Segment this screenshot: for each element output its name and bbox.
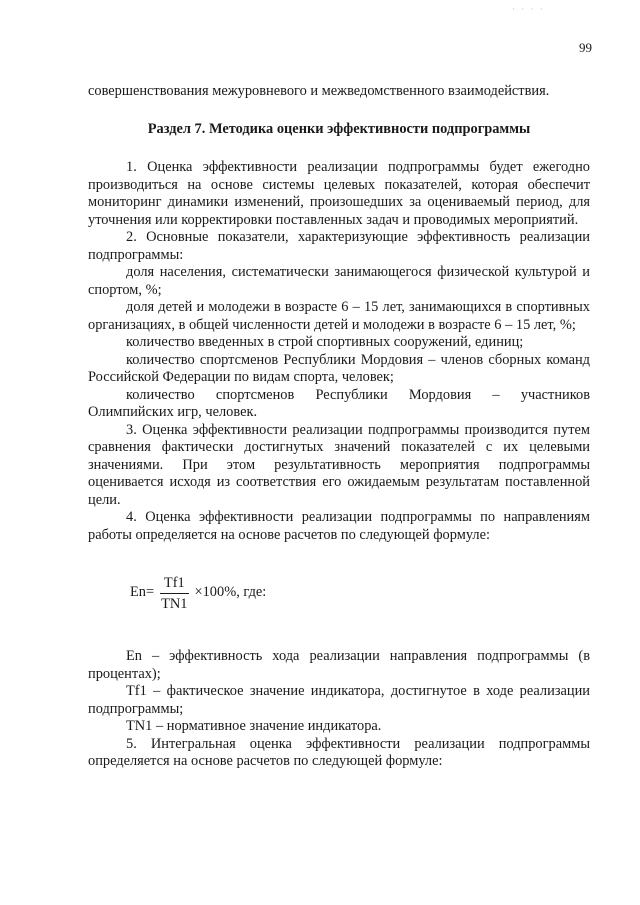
efficiency-formula: [130, 566, 590, 620]
indicator-item-4: количество спортсменов Республики Мордовия – членов сборных команд Российской Федерации по видам спорта, человек;: [88, 351, 590, 385]
paragraph-3: 3. Оценка эффективности реализации подпрограммы производится путем сравнения фактически достигнутых значений показателей с их целевыми значениями. При этом результативность мероприятия подпрограммы оценивается исходя из соответствия его ожидаемым результатам поставленной цели.: [88, 421, 590, 508]
paragraph-5: 5. Интегральная оценка эффективности реализации подпрограммы определяется на основе расчетов по следующей формуле:: [88, 735, 590, 769]
section-title: Раздел 7. Методика оценки эффективности подпрограммы: [147, 120, 531, 137]
page-number: 99: [579, 40, 592, 55]
scan-artifact: · · · ·: [512, 4, 545, 14]
paragraph-1: 1. Оценка эффективности реализации подпрограммы будет ежегодно производиться на основе системы целевых показателей, которая обеспечит мониторинг динамики изменений, произошедших за оцениваемый период, для уточнения или корректировки поставленных задач и проводимых мероприятий.: [88, 159, 590, 228]
definition-tf1: Tf1 – фактическое значение индикатора, достигнутое в ходе реализации подпрограммы;: [88, 683, 590, 717]
formula-denominator: TN1: [161, 595, 188, 612]
indicator-item-5: количество спортсменов Республики Мордовия – участников Олимпийских игр, человек.: [88, 386, 590, 420]
formula-tail: ×100%, где:: [194, 584, 267, 601]
intro-paragraph: совершенствования межуровневого и межведомственного взаимодействия.: [88, 83, 550, 99]
page-content: [88, 83, 590, 771]
indicator-item-1: доля населения, систематически занимающегося физической культурой и спортом, %;: [88, 264, 590, 298]
indicator-item-3: количество введенных в строй спортивных сооружений, единиц;: [126, 334, 524, 350]
definition-tn1: TN1 – нормативное значение индикатора.: [126, 718, 382, 734]
definition-en: En – эффективность хода реализации направления подпрограммы (в процентах);: [88, 648, 590, 682]
indicator-item-2: доля детей и молодежи в возрасте 6 – 15 лет, занимающихся в спортивных организациях, в общей численности детей и молодежи в возрасте 6 – 15 лет, %;: [88, 299, 590, 333]
formula-numerator: Tf1: [160, 574, 189, 594]
formula-lhs: En=: [130, 584, 155, 601]
formula-fraction: [157, 574, 191, 613]
paragraph-2: 2. Основные показатели, характеризующие эффективность реализации подпрограммы:: [88, 229, 590, 263]
paragraph-4: 4. Оценка эффективности реализации подпрограммы по направлениям работы определяется на основе расчетов по следующей формуле:: [88, 509, 590, 543]
